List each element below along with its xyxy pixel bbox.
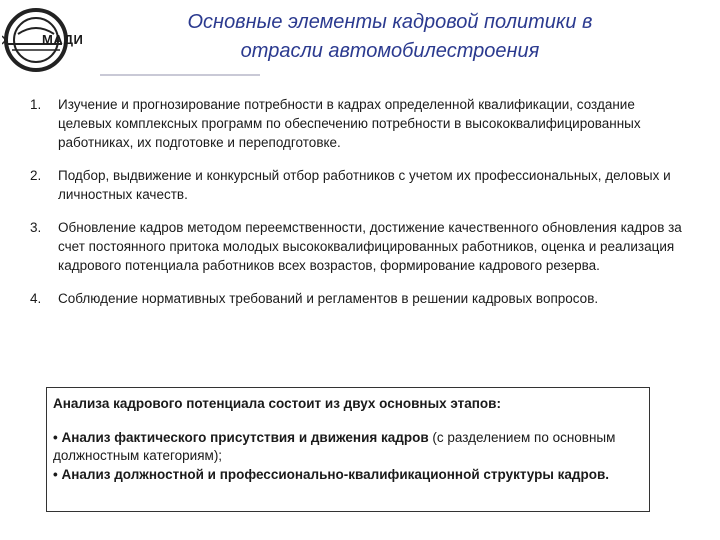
list-item <box>30 289 690 308</box>
madi-logo <box>2 4 88 76</box>
item-text: Подбор, выдвижение и конкурсный отбор работников с учетом их профессиональных, деловых и личностных качеств. <box>58 168 671 202</box>
analysis-box-title: Анализа кадрового потенциала состоит из двух основных этапов: <box>53 396 501 411</box>
item-number: 1. <box>30 97 42 112</box>
list-item <box>30 95 690 152</box>
title-line-2: отрасли автомобилестроения <box>240 40 540 62</box>
policy-elements-list <box>30 95 690 322</box>
analysis-bullet-1-bold: • Анализ фактического присутствия и движения кадров <box>53 429 429 445</box>
analysis-bullet-1 <box>53 429 643 466</box>
title-divider <box>100 74 260 76</box>
item-number: 2. <box>30 168 42 183</box>
page-title <box>100 8 680 66</box>
item-text: Соблюдение нормативных требований и регламентов в решении кадровых вопросов. <box>58 291 599 306</box>
list-item <box>30 166 690 204</box>
title-line-1: Основные элементы кадровой политики в <box>187 11 593 33</box>
item-text: Обновление кадров методом переемственности, достижение качественного обновления кадров за счет постоянного притока молодых высококвалифицированных работников, оценка и реализация кадрового потенциала работников всех возрастов, формирование кадрового резерва. <box>58 220 682 273</box>
item-number: 3. <box>30 220 42 235</box>
item-number: 4. <box>30 291 42 306</box>
analysis-bullet-1-rest: (с разделением по основным должностным категориям); <box>53 429 616 463</box>
analysis-bullet-2-bold: • Анализ должностной и профессионально-квалификационной структуры кадров. <box>53 466 610 482</box>
item-text: Изучение и прогнозирование потребности в кадрах определенной квалификации, создание целевых комплексных программ по обеспечению потребности в высококвалифицированных работниках, их подготовке и переподготовке. <box>58 97 641 150</box>
logo-text: МАДИ <box>42 32 84 47</box>
list-item <box>30 218 690 275</box>
analysis-box <box>46 387 650 512</box>
analysis-bullet-2 <box>53 466 643 485</box>
